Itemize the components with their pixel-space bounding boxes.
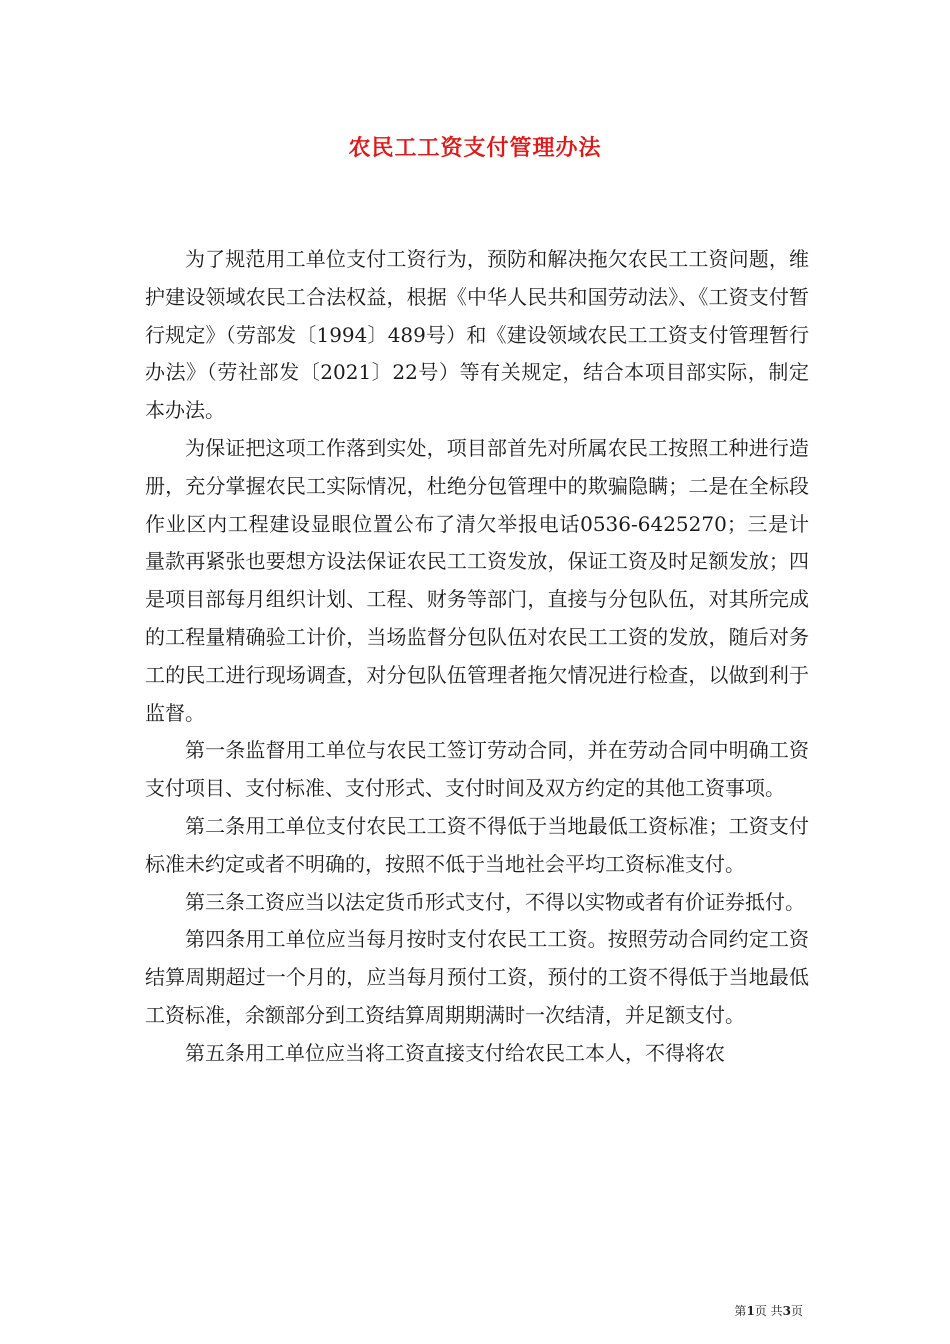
footer-middle: 页 共	[754, 1304, 783, 1318]
footer-suffix: 页	[790, 1304, 803, 1318]
paragraph: 为保证把这项工作落到实处，项目部首先对所属农民工按照工种进行造册，充分掌握农民工实际情况，杜绝分包管理中的欺骗隐瞒；二是在全标段作业区内工程建设显眼位置公布了清欠举报电话0536-6425270；三是计量款再紧张也要想方设法保证农民工工资发放，保证工资及时足额发放；四是项目部每月组织计划、工程、财务等部门，直接与分包队伍，对其所完成的工程量精确验工计价，当场监督分包队伍对农民工工资的发放，随后对务工的民工进行现场调查，对分包队伍管理者拖欠情况进行检查，以做到利于监督。	[145, 435, 809, 725]
paragraph: 第四条用工单位应当每月按时支付农民工工资。按照劳动合同约定工资结算周期超过一个月的，应当每月预付工资，预付的工资不得低于当地最低工资标准，余额部分到工资结算周期期满时一次结清，并足额支付。	[145, 927, 809, 1027]
current-page-number: 1	[746, 1304, 755, 1318]
page-number-footer	[734, 1302, 803, 1319]
paragraph: 第五条用工单位应当将工资直接支付给农民工本人，不得将农	[185, 1040, 725, 1065]
paragraph: 第三条工资应当以法定货币形式支付，不得以实物或者有价证券抵付。	[185, 889, 805, 914]
paragraph: 第二条用工单位支付农民工工资不得低于当地最低工资标准；工资支付标准未约定或者不明确的，按照不低于当地社会平均工资标准支付。	[145, 813, 809, 876]
paragraph: 为了规范用工单位支付工资行为，预防和解决拖欠农民工工资问题，维护建设领域农民工合法权益，根据《中华人民共和国劳动法》、《工资支付暂行规定》（劳部发〔1994〕489号）和《建设领域农民工工资支付管理暂行办法》（劳社部发〔2021〕22号）等有关规定，结合本项目部实际，制定本办法。	[145, 247, 809, 423]
footer-prefix: 第	[734, 1304, 747, 1318]
paragraph: 第一条监督用工单位与农民工签订劳动合同，并在劳动合同中明确工资支付项目、支付标准、支付形式、支付时间及双方约定的其他工资事项。	[145, 738, 809, 801]
total-page-number: 3	[782, 1304, 791, 1318]
document-title: 农民工工资支付管理办法	[348, 135, 602, 161]
document-body	[145, 241, 809, 1073]
